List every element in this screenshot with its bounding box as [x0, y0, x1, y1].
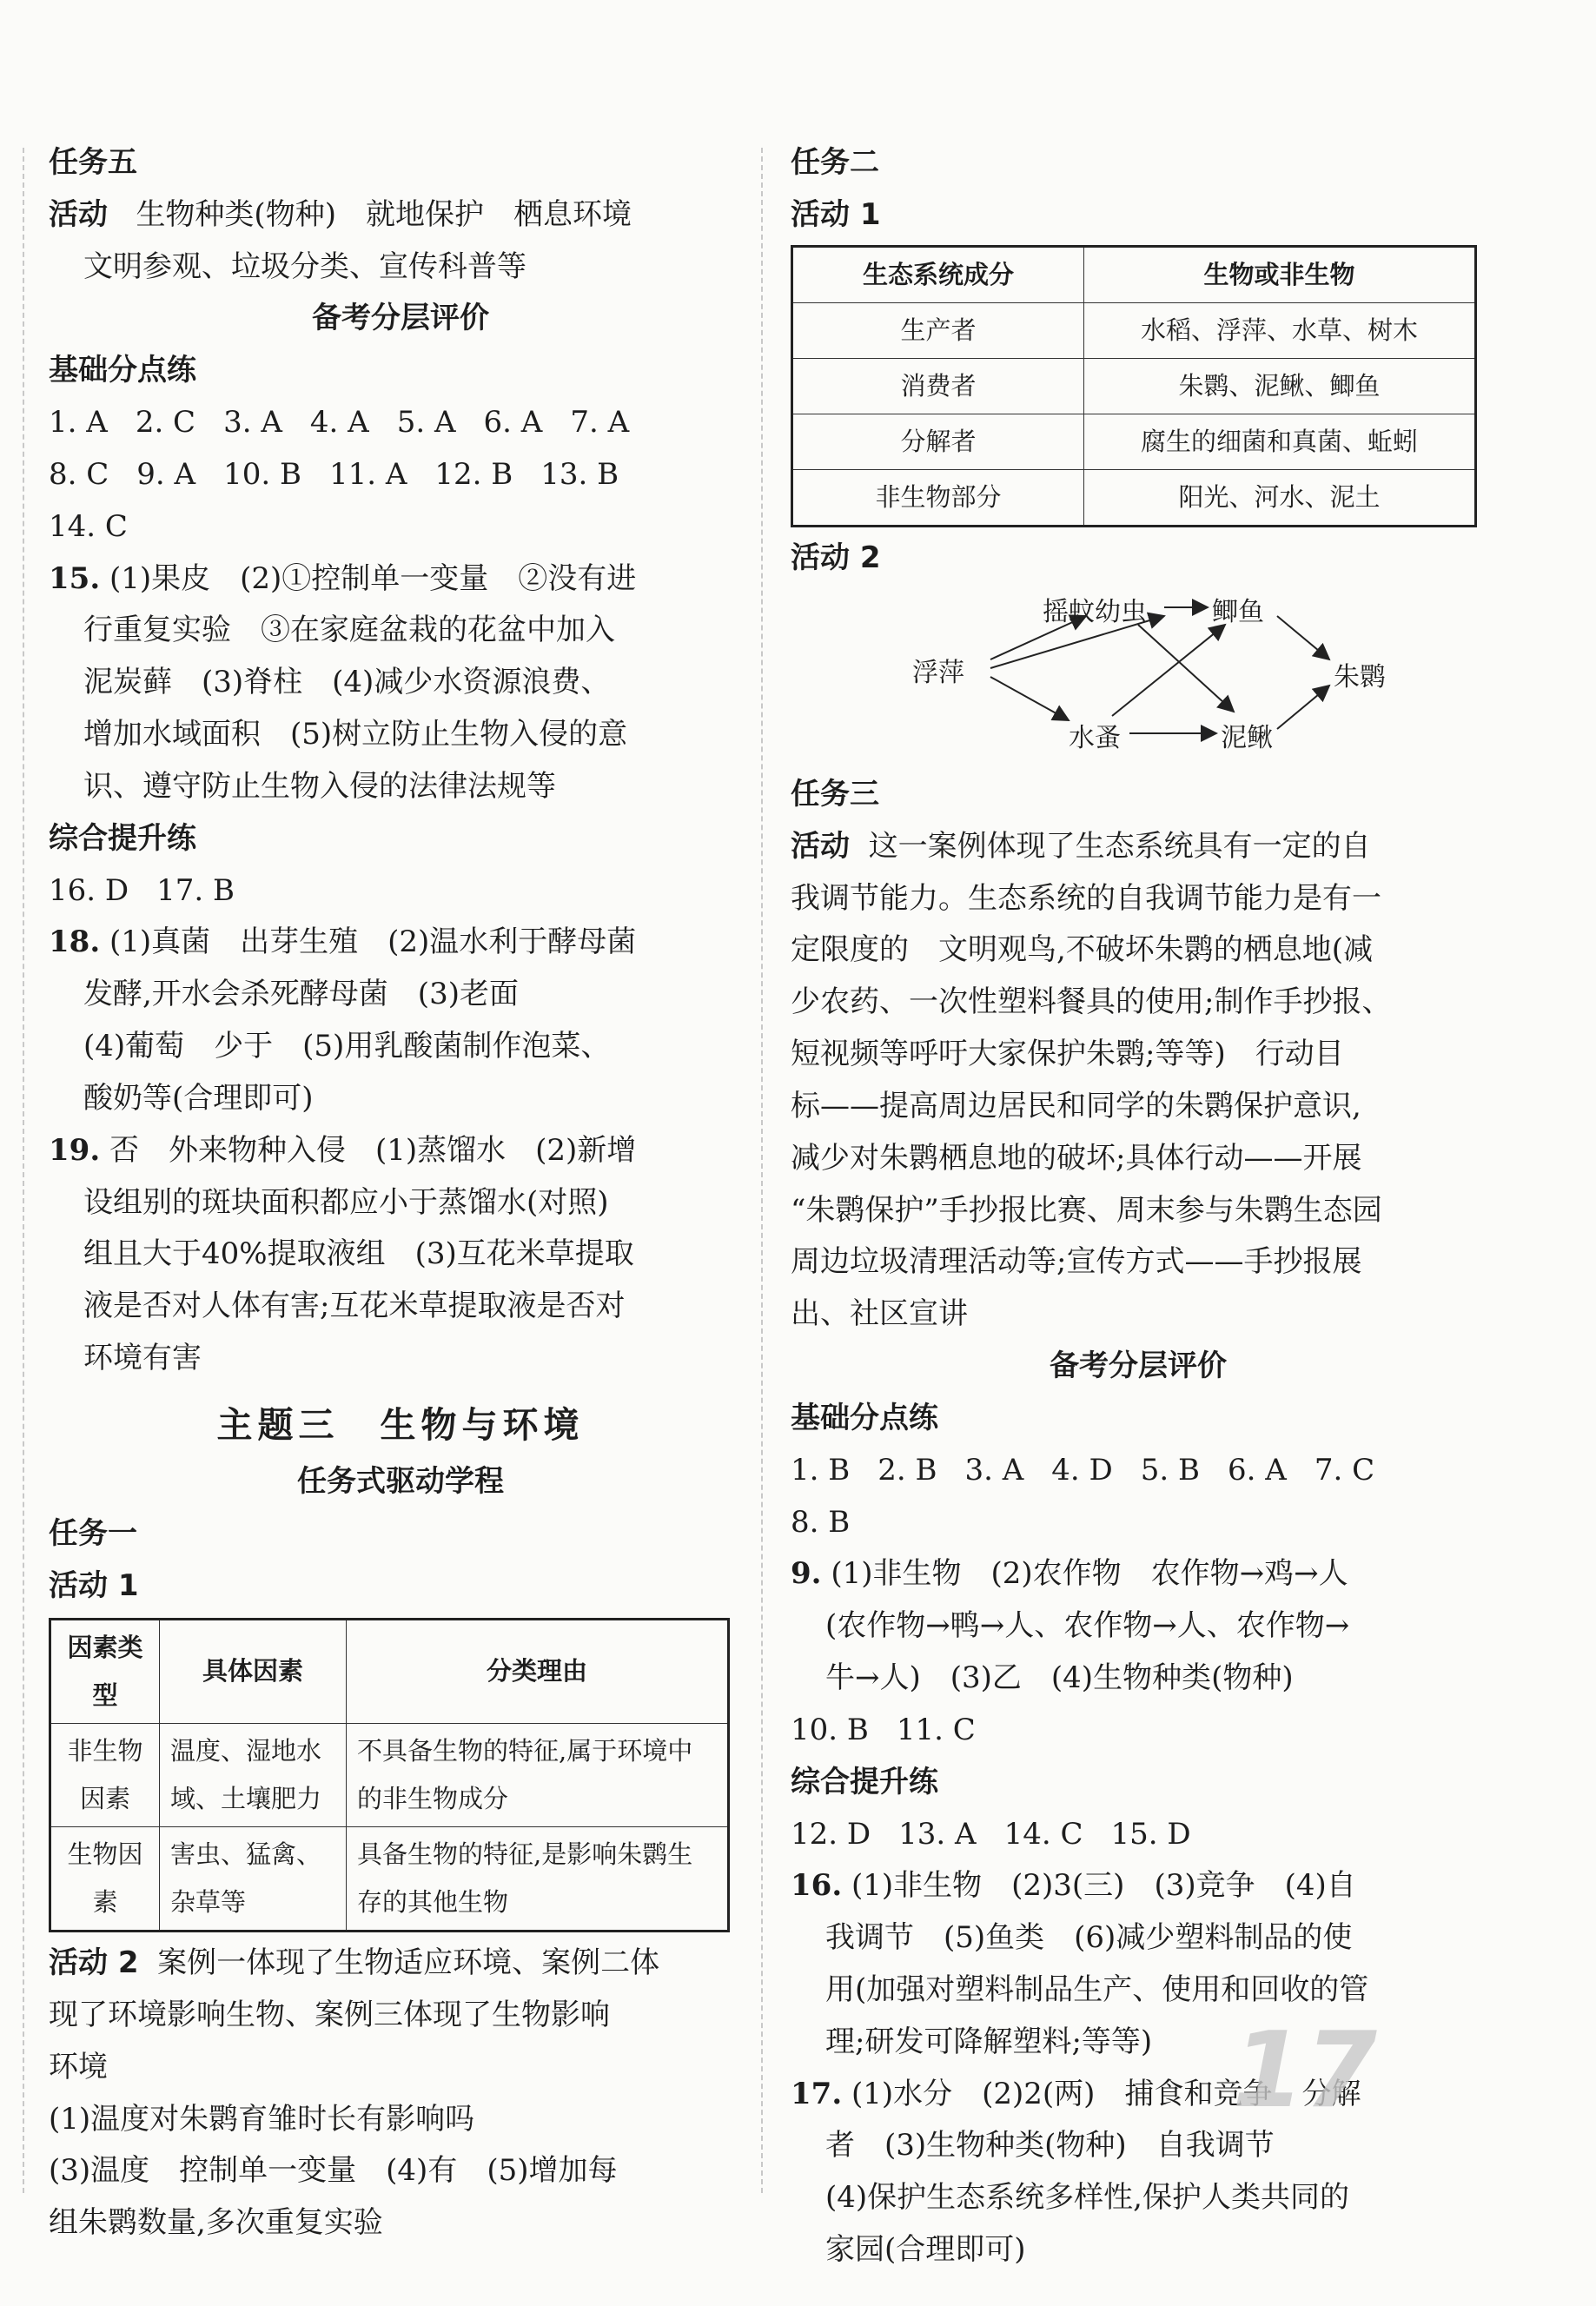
activity-line: 标——提高周边居民和同学的朱鹮保护意识, — [791, 1088, 1361, 1123]
activity-text: 生物种类(物种) 就地保护 栖息环境 — [136, 196, 632, 232]
table-cell: 非生物因素 — [50, 1723, 160, 1826]
q-line: (4)保护生态系统多样性,保护人类共同的 — [825, 2180, 1349, 2216]
activity-line: 出、社区宣讲 — [791, 1296, 968, 1332]
q-line: (1)非生物 (2)3(三) (3)竞争 (4)自 — [851, 1868, 1356, 1904]
table-cell: 非生物部分 — [792, 470, 1084, 527]
q-number: 15. — [49, 560, 101, 596]
table-header-row — [792, 246, 1476, 302]
task1-title: 任务一 — [49, 1515, 137, 1551]
table-cell: 消费者 — [792, 358, 1084, 414]
q-line: (1)水分 (2)2(两) 捕食和竞争 分解 — [851, 2076, 1361, 2111]
factor-table — [49, 1618, 730, 1933]
answer: 5. A — [396, 405, 456, 441]
activity-line: 我调节能力。生态系统的自我调节能力是有一 — [791, 880, 1381, 916]
answer: 14. C — [1003, 1816, 1083, 1852]
act2-item: (3)温度 控制单一变量 (4)有 (5)增加每 — [49, 2153, 618, 2189]
ecosystem-table — [791, 245, 1477, 527]
answer: 6. A — [1228, 1452, 1287, 1488]
q-line: 增加水域面积 (5)树立防止生物入侵的意 — [83, 717, 628, 752]
answer-row-2 — [791, 1497, 1486, 1549]
activity-label: 活动 — [49, 196, 108, 232]
table-row — [792, 470, 1476, 527]
q-number: 18. — [49, 924, 101, 960]
answer-row-4 — [791, 1809, 1486, 1861]
table-cell: 阳光、河水、泥土 — [1084, 470, 1476, 527]
q-number: 17. — [791, 2076, 843, 2111]
answer: 6. A — [483, 405, 543, 441]
answer: 12. D — [791, 1816, 871, 1852]
activity-line: 这一案例体现了生态系统具有一定的自 — [868, 828, 1371, 864]
q-line: 牛→人) (3)乙 (4)生物种类(物种) — [825, 1660, 1294, 1696]
answer: 16. D — [49, 872, 129, 908]
q-line: 组且大于40%提取液组 (3)互花米草提取 — [83, 1236, 634, 1272]
activity-line: 少农药、一次性塑料餐具的使用;制作手抄报、 — [791, 984, 1392, 1020]
arrow-yaowen-niqiu — [1138, 625, 1234, 712]
task2-title: 任务二 — [791, 145, 879, 180]
table-cell: 腐生的细菌和真菌、蚯蚓 — [1084, 414, 1476, 469]
q-line: 理;研发可降解塑料;等等) — [825, 2024, 1153, 2059]
task5-title: 任务五 — [49, 145, 137, 180]
activity-line: 定限度的 文明观鸟,不破坏朱鹮的栖息地(减 — [791, 932, 1374, 968]
answer: 13. A — [898, 1816, 977, 1852]
q-line: 行重复实验 ③在家庭盆栽的花盆中加入 — [83, 613, 615, 648]
q-line: 液是否对人体有害;互花米草提取液是否对 — [83, 1289, 626, 1324]
activity-line: 短视频等呼吁大家保护朱鹮;等等) 行动目 — [791, 1037, 1344, 1072]
q-line: 否 外来物种入侵 (1)蒸馏水 (2)新增 — [109, 1132, 637, 1168]
answer: 3. A — [964, 1452, 1024, 1488]
table-row — [792, 414, 1476, 469]
table-cell: 水稻、浮萍、水草、树木 — [1084, 302, 1476, 358]
q-line: 者 (3)生物种类(物种) 自我调节 — [825, 2128, 1275, 2164]
q-line: 泥炭藓 (3)脊柱 (4)减少水资源浪费、 — [83, 665, 611, 700]
node-shuizao: 水蚤 — [1069, 722, 1121, 753]
activity-line: “朱鹮保护”手抄报比赛、周末参与朱鹮生态园 — [791, 1192, 1382, 1228]
task5-activity — [49, 189, 752, 242]
comp-title: 综合提升练 — [791, 1764, 938, 1799]
activity2-label: 活动 2 — [49, 1945, 139, 1981]
eval-title: 备考分层评价 — [1050, 1348, 1227, 1384]
answer-row-1 — [791, 1445, 1486, 1497]
activity1-label: 活动 1 — [49, 1567, 139, 1603]
table-header: 生态系统成分 — [792, 246, 1084, 302]
answer: 15. D — [1110, 1816, 1191, 1852]
table-row — [792, 358, 1476, 414]
answer: 1. B — [791, 1452, 851, 1488]
q-line: 识、遵守防止生物入侵的法律法规等 — [83, 768, 556, 804]
basic-title: 基础分点练 — [49, 353, 196, 388]
arrow-shuizao-jiyu — [1112, 625, 1225, 716]
table-cell: 朱鹮、泥鳅、鲫鱼 — [1084, 358, 1476, 414]
q-line: 酸奶等(合理即可) — [83, 1080, 314, 1116]
table-cell: 温度、湿地水域、土壤肥力 — [160, 1723, 347, 1826]
arrow-jiyu-zhuhuan — [1277, 616, 1329, 659]
question-16 — [791, 1860, 1486, 2068]
question-15 — [49, 553, 752, 813]
q-line: (1)非生物 (2)农作物 农作物→鸡→人 — [831, 1556, 1348, 1592]
q-line: 用(加强对塑料制品生产、使用和回收的管 — [825, 1972, 1369, 2007]
q-line: (1)真菌 出芽生殖 (2)温水利于酵母菌 — [109, 924, 637, 960]
right-column — [791, 137, 1486, 2276]
question-9 — [791, 1548, 1486, 1704]
table-header: 分类理由 — [347, 1619, 729, 1723]
q-number: 16. — [791, 1868, 843, 1904]
act2-item: (1)温度对朱鹮育雏时长有影响吗 — [49, 2101, 475, 2137]
answer: 14. C — [49, 508, 128, 544]
activity2-label: 活动 2 — [791, 540, 881, 576]
activity-label: 活动 — [791, 828, 850, 864]
table-cell: 生物因素 — [50, 1826, 160, 1931]
answer: 8. B — [791, 1504, 851, 1540]
question-18 — [49, 917, 752, 1124]
table-cell: 害虫、猛禽、杂草等 — [160, 1826, 347, 1931]
answer: 17. B — [156, 872, 235, 908]
eval-title: 备考分层评价 — [312, 301, 489, 336]
node-niqiu: 泥鳅 — [1221, 722, 1273, 753]
page-number: 17 — [1232, 2011, 1377, 2131]
answer: 10. B — [791, 1712, 869, 1747]
comp-title: 综合提升练 — [49, 820, 196, 856]
table-row — [50, 1826, 729, 1931]
table-header: 因素类型 — [50, 1619, 160, 1723]
answer: 12. B — [434, 456, 513, 492]
q-line: 家园(合理即可) — [825, 2232, 1026, 2268]
act2-line: 案例一体现了生物适应环境、案例二体 — [157, 1945, 660, 1981]
table-cell: 不具备生物的特征,属于环境中的非生物成分 — [347, 1723, 729, 1826]
q-line: (农作物→鸭→人、农作物→人、农作物→ — [825, 1608, 1350, 1644]
food-web-diagram — [912, 590, 1451, 764]
answer: 8. C — [49, 456, 109, 492]
node-zhuhuan: 朱鹮 — [1334, 661, 1386, 692]
answer-row-3 — [49, 865, 752, 918]
q-line: (4)葡萄 少于 (5)用乳酸菌制作泡菜、 — [83, 1029, 611, 1064]
task3-activity — [791, 821, 1486, 1341]
q-line: (1)果皮 (2)①控制单一变量 ②没有进 — [109, 560, 637, 596]
activity-line: 周边垃圾清理活动等;宣传方式——手抄报展 — [791, 1244, 1362, 1280]
activity-text-cont: 文明参观、垃圾分类、宣传科普等 — [83, 248, 526, 284]
act2-line: 现了环境影响生物、案例三体现了生物影响 — [49, 1997, 610, 2032]
activity2 — [49, 1938, 752, 2250]
answer: 7. A — [570, 405, 630, 441]
node-yaowen: 摇蚊幼虫 — [1043, 596, 1147, 627]
arrow-niqiu-zhuhuan — [1277, 686, 1329, 729]
answer: 3. A — [223, 405, 282, 441]
answer: 10. B — [223, 456, 301, 492]
q-line: 发酵,开水会杀死酵母菌 (3)老面 — [83, 977, 519, 1012]
act2-item: 组朱鹮数量,多次重复实验 — [49, 2205, 383, 2241]
act2-line: 环境 — [49, 2049, 108, 2084]
q-number: 9. — [791, 1556, 822, 1592]
q-line: 环境有害 — [83, 1341, 202, 1376]
table-cell: 分解者 — [792, 414, 1084, 469]
question-19 — [49, 1125, 752, 1385]
answer: 2. B — [877, 1452, 937, 1488]
activity1-label: 活动 1 — [791, 196, 881, 232]
answer: 11. C — [896, 1712, 976, 1747]
question-17 — [791, 2069, 1486, 2276]
basic-title: 基础分点练 — [791, 1400, 938, 1435]
answer-row-3 — [791, 1705, 1486, 1757]
answer: 1. A — [49, 405, 108, 441]
task3-title: 任务三 — [791, 776, 879, 812]
table-header: 生物或非生物 — [1084, 246, 1476, 302]
answer: 2. C — [135, 405, 196, 441]
q-number: 19. — [49, 1132, 101, 1168]
table-row — [50, 1723, 729, 1826]
table-row — [792, 302, 1476, 358]
answer: 5. B — [1140, 1452, 1201, 1488]
table-header-row — [50, 1619, 729, 1723]
column-divider — [761, 148, 763, 2193]
answer: 11. A — [328, 456, 407, 492]
table-cell: 生产者 — [792, 302, 1084, 358]
answer: 13. B — [540, 456, 619, 492]
answer: 7. C — [1314, 1452, 1375, 1488]
theme-subtitle: 任务式驱动学程 — [297, 1464, 504, 1500]
left-margin-line — [23, 148, 24, 2193]
q-line: 设组别的斑块面积都应小于蒸馏水(对照) — [83, 1184, 609, 1220]
answer: 4. A — [309, 405, 369, 441]
left-column — [49, 137, 752, 2250]
activity-line: 减少对朱鹮栖息地的破坏;具体行动——开展 — [791, 1140, 1362, 1176]
answer: 4. D — [1051, 1452, 1113, 1488]
node-jiyu: 鲫鱼 — [1212, 596, 1264, 627]
table-header: 具体因素 — [160, 1619, 347, 1723]
table-cell: 具备生物的特征,是影响朱鹮生存的其他生物 — [347, 1826, 729, 1931]
answer-row-2 — [49, 449, 752, 553]
answer: 9. A — [136, 456, 196, 492]
answer-row-1 — [49, 397, 752, 449]
theme-title: 主题三 生物与环境 — [216, 1403, 585, 1446]
node-fuping: 浮萍 — [912, 657, 964, 688]
q-line: 我调节 (5)鱼类 (6)减少塑料制品的使 — [825, 1920, 1353, 1956]
arrow-fuping-shuizao — [990, 677, 1069, 720]
